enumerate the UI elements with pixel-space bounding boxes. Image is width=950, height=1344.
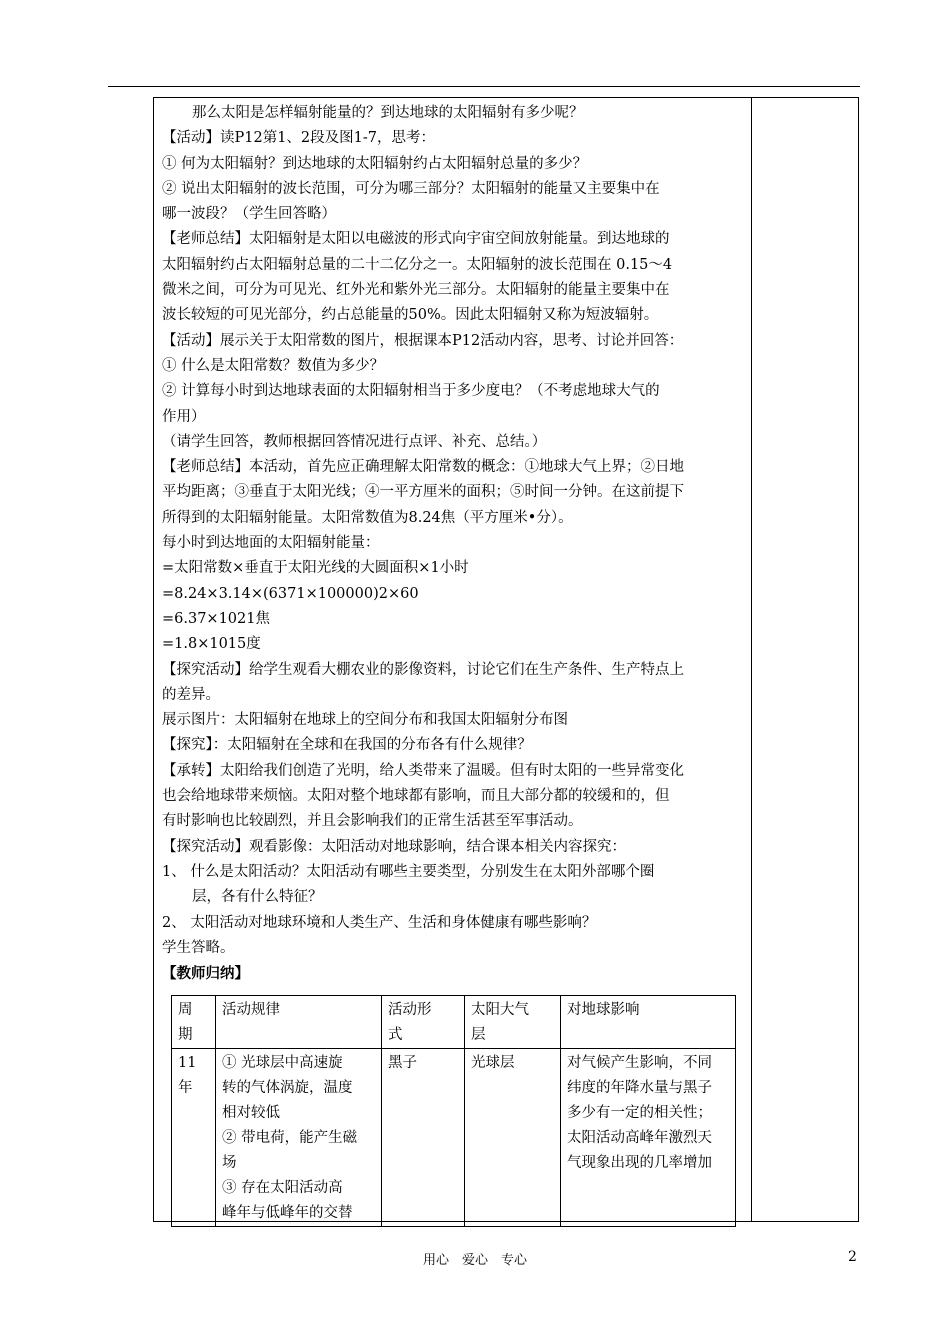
text-line: 2、 太阳活动对地球环境和人类生产、生活和身体健康有哪些影响？ <box>162 914 597 931</box>
cell-text: 光球层 <box>471 1055 515 1071</box>
text-line: 【活动】展示关于太阳常数的图片，根据课本P12活动内容，思考、讨论并回答： <box>162 332 684 349</box>
text-line: 那么太阳是怎样辐射能量的？到达地球的太阳辐射有多少呢？ <box>192 105 584 121</box>
text-line: 波长较短的可见光部分，约占总能量的50%。因此太阳辐射又称为短波辐射。 <box>162 307 659 324</box>
cell-text: 11 <box>178 1055 197 1071</box>
cell-text: 对气候产生影响，不同 <box>567 1055 712 1071</box>
cell-text: 多少有一定的相关性； <box>567 1105 712 1121</box>
cell-text: 相对较低 <box>222 1105 280 1121</box>
row-cell <box>561 1049 736 1227</box>
text-line: ② 说出太阳辐射的波长范围，可分为哪三部分？太阳辐射的能量又主要集中在 <box>162 180 660 197</box>
cell-text: 式 <box>388 1027 403 1043</box>
text-line: （请学生回答，教师根据回答情况进行点评、补充、总结。） <box>162 433 547 450</box>
text-line: 【探究】：太阳辐射在全球和在我国的分布各有什么规律？ <box>162 737 532 754</box>
header-cell <box>465 996 561 1049</box>
text-line: =6.37×1021焦 <box>162 610 270 627</box>
cell-text: ② 带电荷，能产生磁 <box>222 1130 358 1146</box>
row-cell <box>216 1049 382 1227</box>
text-line: 【承转】太阳给我们创造了光明，给人类带来了温暖。但有时太阳的一些异常变化 <box>162 762 684 779</box>
text-line: =1.8×1015度 <box>162 636 261 653</box>
page-footer: 用心 爱心 专心 <box>422 1253 527 1268</box>
text-line: 的差异。 <box>162 686 220 703</box>
header-cell <box>561 996 736 1049</box>
text-line: 1、 什么是太阳活动？太阳活动有哪些主要类型，分别发生在太阳外部哪个圈 <box>162 863 655 880</box>
table-row <box>172 1049 736 1227</box>
text-line: 所得到的太阳辐射能量。太阳常数值为8.24焦（平方厘米•分）。 <box>162 509 573 526</box>
row-cell <box>172 1049 216 1227</box>
text-line: 平均距离；③垂直于太阳光线；④一平方厘米的面积；⑤时间一分钟。在这前提下 <box>162 484 684 501</box>
cell-text: 气现象出现的几率增加 <box>567 1155 712 1171</box>
text-line: ① 什么是太阳常数？数值为多少？ <box>162 357 385 374</box>
table-header-row <box>172 996 736 1049</box>
text-line: =8.24×3.14×(6371×100000)2×60 <box>162 585 419 602</box>
text-line: 作用） <box>162 408 206 425</box>
text-line: =太阳常数×垂直于太阳光线的大圆面积×1小时 <box>162 560 469 577</box>
cell-text: 活动规律 <box>222 1002 280 1018</box>
cell-text: 转的气体涡旋，温度 <box>222 1080 353 1096</box>
cell-text: 黑子 <box>388 1055 417 1071</box>
cell-text: 太阳大气 <box>471 1002 529 1018</box>
text-line: 层，各有什么特征？ <box>192 889 323 906</box>
lesson-table <box>153 97 859 1222</box>
text-line: ② 计算每小时到达地球表面的太阳辐射相当于多少度电？（不考虑地球大气的 <box>162 383 660 400</box>
text-line: 【教师归纳】 <box>162 965 249 983</box>
solar-activity-table <box>171 995 736 1227</box>
cell-text: 年 <box>178 1080 193 1096</box>
text-line: 【老师总结】太阳辐射是太阳以电磁波的形式向宇宙空间放射能量。到达地球的 <box>162 231 670 248</box>
cell-text: 纬度的年降水量与黑子 <box>567 1080 712 1096</box>
lesson-body <box>162 101 746 986</box>
cell-text: 太阳活动高峰年激烈天 <box>567 1130 712 1146</box>
text-line: 微米之间，可分为可见光、红外光和紫外光三部分。太阳辐射的能量主要集中在 <box>162 282 670 299</box>
cell-text: 场 <box>222 1155 237 1171</box>
cell-text: 层 <box>471 1027 486 1043</box>
header-cell <box>216 996 382 1049</box>
cell-text: 周 <box>178 1002 193 1018</box>
cell-text: 期 <box>178 1027 193 1043</box>
text-line: 每小时到达地面的太阳辐射能量： <box>162 535 380 552</box>
text-line: 【活动】读P12第1、2段及图1-7，思考： <box>162 130 436 147</box>
column-divider <box>751 98 752 1221</box>
text-line: 学生答略。 <box>162 939 235 956</box>
text-line: ① 何为太阳辐射？到达地球的太阳辐射约占太阳辐射总量的多少？ <box>162 155 588 172</box>
row-cell <box>465 1049 561 1227</box>
text-line: 太阳辐射约占太阳辐射总量的二十二亿分之一。太阳辐射的波长范围在 0.15～4 <box>162 256 673 273</box>
text-line: 展示图片：太阳辐射在地球上的空间分布和我国太阳辐射分布图 <box>162 712 568 729</box>
text-line: 【探究活动】给学生观看大棚农业的影像资料，讨论它们在生产条件、生产特点上 <box>162 661 684 678</box>
cell-text: 活动形 <box>388 1002 432 1018</box>
page-number: 2 <box>848 1249 857 1265</box>
cell-text: 对地球影响 <box>567 1002 640 1018</box>
text-line: 【老师总结】本活动，首先应正确理解太阳常数的概念：①地球大气上界；②日地 <box>162 459 684 476</box>
header-rule <box>108 86 860 87</box>
cell-text: ③ 存在太阳活动高 <box>222 1180 343 1196</box>
text-line: 【探究活动】观看影像：太阳活动对地球影响，结合课本相关内容探究： <box>162 838 626 855</box>
cell-text: ① 光球层中高速旋 <box>222 1055 343 1071</box>
text-line: 有时影响也比较剧烈，并且会影响我们的正常生活甚至军事活动。 <box>162 813 583 830</box>
header-cell <box>172 996 216 1049</box>
text-line: 哪一波段？（学生回答略） <box>162 206 336 223</box>
header-cell <box>382 996 465 1049</box>
text-line: 也会给地球带来烦恼。太阳对整个地球都有影响，而且大部分都的较缓和的，但 <box>162 788 670 805</box>
cell-text: 峰年与低峰年的交替 <box>222 1205 353 1221</box>
row-cell <box>382 1049 465 1227</box>
